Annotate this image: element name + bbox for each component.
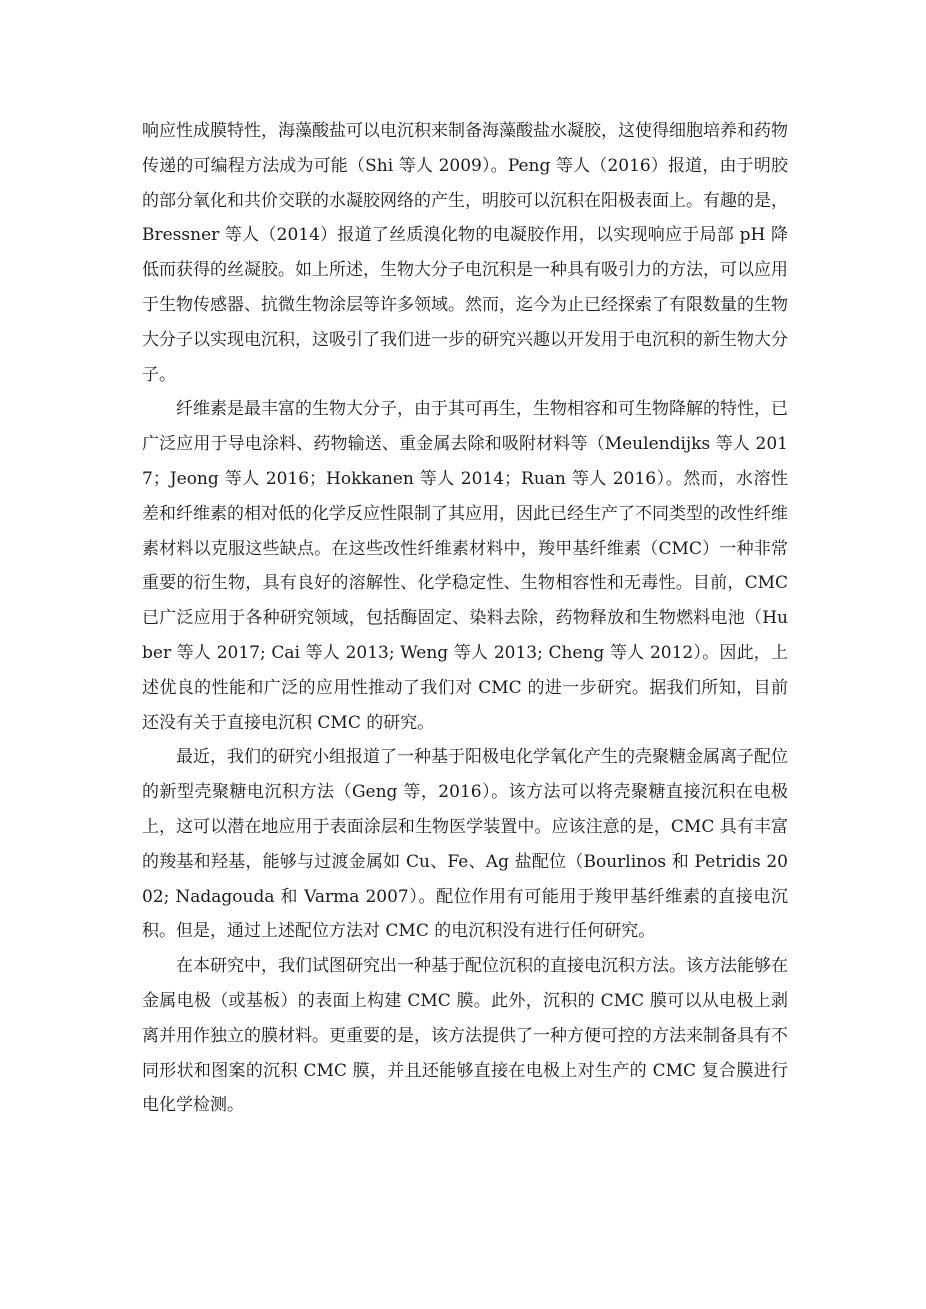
paragraph-chitosan-method: 最近，我们的研究小组报道了一种基于阳极电化学氧化产生的壳聚糖金属离子配位的新型壳聚糖电沉积方法（Geng 等，2016）。该方法可以将壳聚糖直接沉积在电极上，这可以潜在地应用于表面涂层和生物医学装置中。应该注意的是，CMC 具有丰富的羧基和羟基，能够与过渡金属如 Cu、Fe、Ag 盐配位（Bourlinos 和 Petridis 2002; Nadagouda 和 Varma 2007）。配位作用有可能用于羧甲基纤维素的直接电沉积。但是，通过上述配位方法对 CMC 的电沉积没有进行任何研究。 xyxy=(142,747,788,942)
paragraph-cellulose: 纤维素是最丰富的生物大分子，由于其可再生，生物相容和可生物降解的特性，已广泛应用于导电涂料、药物输送、重金属去除和吸附材料等（Meulendijks 等人 2017；Jeong 等人 2016；Hokkanen 等人 2014；Ruan 等人 2016）。然而，水溶性差和纤维素的相对低的化学反应性限制了其应用，因此已经生产了不同类型的改性纤维素材料以克服这些缺点。在这些改性纤维素材料中，羧甲基纤维素（CMC）一种非常重要的衍生物，具有良好的溶解性、化学稳定性、生物相容性和无毒性。目前，CMC 已广泛应用于各种研究领域，包括酶固定、染料去除，药物释放和生物燃料电池（Huber 等人 2017; Cai 等人 2013; Weng 等人 2013; Cheng 等人 2012）。因此，上述优良的性能和广泛的应用性推动了我们对 CMC 的进一步研究。据我们所知，目前还没有关于直接电沉积 CMC 的研究。 xyxy=(142,399,788,733)
body-text xyxy=(142,114,788,1123)
paragraph-this-study: 在本研究中，我们试图研究出一种基于配位沉积的直接电沉积方法。该方法能够在金属电极（或基板）的表面上构建 CMC 膜。此外，沉积的 CMC 膜可以从电极上剥离并用作独立的膜材料。更重要的是，该方法提供了一种方便可控的方法来制备具有不同形状和图案的沉积 CMC 膜，并且还能够直接在电极上对生产的 CMC 复合膜进行电化学检测。 xyxy=(142,956,788,1116)
paragraph-continued: 响应性成膜特性，海藻酸盐可以电沉积来制备海藻酸盐水凝胶，这使得细胞培养和药物传递的可编程方法成为可能（Shi 等人 2009）。Peng 等人（2016）报道，由于明胶的部分氧化和共价交联的水凝胶网络的产生，明胶可以沉积在阳极表面上。有趣的是，Bressner 等人（2014）报道了丝质溴化物的电凝胶作用，以实现响应于局部 pH 降低而获得的丝凝胶。如上所述，生物大分子电沉积是一种具有吸引力的方法，可以应用于生物传感器、抗微生物涂层等许多领域。然而，迄今为止已经探索了有限数量的生物大分子以实现电沉积，这吸引了我们进一步的研究兴趣以开发用于电沉积的新生物大分子。 xyxy=(142,121,788,385)
